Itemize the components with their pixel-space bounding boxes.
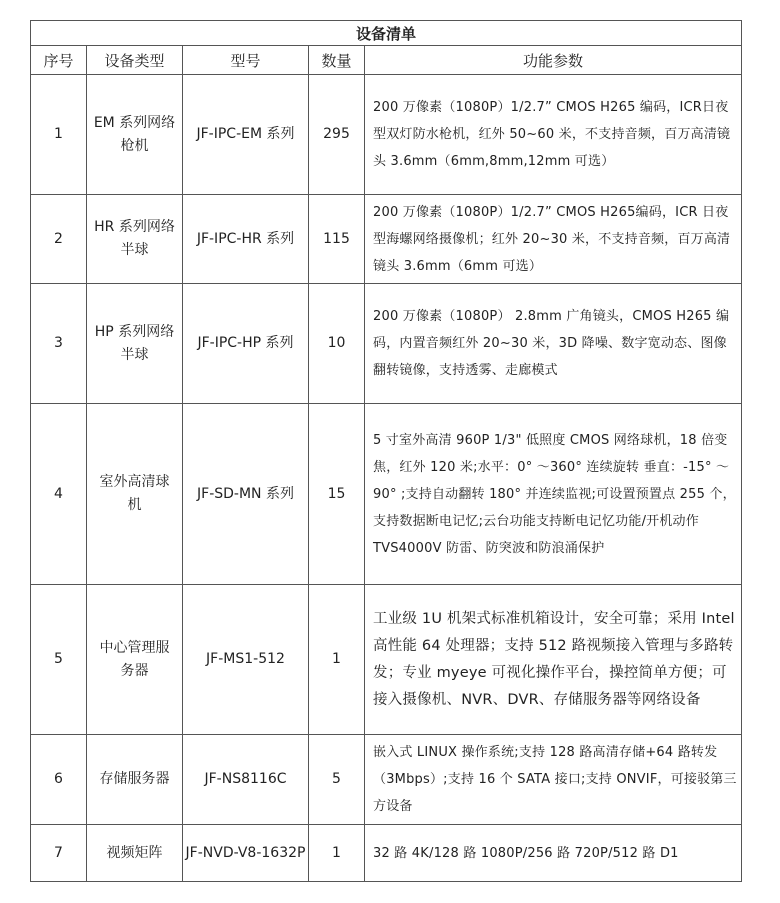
cell-no: 5 — [31, 585, 87, 735]
cell-type — [87, 585, 183, 735]
type-text: 存储服务器 — [99, 771, 170, 787]
cell-model: JF-IPC-EM 系列 — [183, 75, 309, 195]
header-no: 序号 — [31, 46, 87, 75]
cell-qty: 15 — [309, 404, 365, 585]
table-row — [31, 735, 742, 825]
cell-spec: 工业级 1U 机架式标准机箱设计，安全可靠；采用 Intel 高性能 64 处理器；支持 512 路视频接入管理与多路转发；专业 myeye 可视化操作平台，操控简单方便；可接入摄像机、NVR、DVR、存储服务器等网络设备 — [365, 585, 742, 735]
cell-model: JF-SD-MN 系列 — [183, 404, 309, 585]
cell-model: JF-NVD-V8-1632P — [183, 825, 309, 882]
cell-spec: 200 万像素（1080P） 2.8mm 广角镜头，CMOS H265 编码，内置音频红外 20~30 米，3D 降噪、数字宽动态、图像翻转镜像，支持透雾、走廊模式 — [365, 284, 742, 404]
cell-spec: 嵌入式 LINUX 操作系统;支持 128 路高清存储+64 路转发（3Mbps）;支持 16 个 SATA 接口;支持 ONVIF，可接驳第三方设备 — [365, 735, 742, 825]
cell-qty: 115 — [309, 195, 365, 284]
cell-model: JF-IPC-HP 系列 — [183, 284, 309, 404]
table-row — [31, 75, 742, 195]
cell-spec: 5 寸室外高清 960P 1/3" 低照度 CMOS 网络球机，18 倍变焦，红外 120 米;水平：0° ～360° 连续旋转 垂直：-15° ～90° ;支持自动翻转 180° 并连续监视;可设置预置点 255 个，支持数据断电记忆;云台功能支持断电记忆功能/开机动作 TVS4000V 防雷、防突波和防浪涌保护 — [365, 404, 742, 585]
type-text: HR 系列网络半球 — [94, 219, 175, 258]
cell-type — [87, 404, 183, 585]
cell-qty: 1 — [309, 585, 365, 735]
table-row — [31, 825, 742, 882]
cell-spec: 200 万像素（1080P）1/2.7” CMOS H265编码，ICR 日夜型海螺网络摄像机；红外 20~30 米，不支持音频，百万高清镜头 3.6mm（6mm 可选） — [365, 195, 742, 284]
cell-qty: 5 — [309, 735, 365, 825]
header-qty: 数量 — [309, 46, 365, 75]
header-model: 型号 — [183, 46, 309, 75]
cell-type — [87, 75, 183, 195]
cell-spec: 32 路 4K/128 路 1080P/256 路 720P/512 路 D1 — [365, 825, 742, 882]
cell-model: JF-NS8116C — [183, 735, 309, 825]
table-title: 设备清单 — [31, 21, 742, 46]
cell-type — [87, 825, 183, 882]
table-row — [31, 404, 742, 585]
cell-no: 4 — [31, 404, 87, 585]
cell-qty: 1 — [309, 825, 365, 882]
cell-spec: 200 万像素（1080P）1/2.7” CMOS H265 编码，ICR日夜型双灯防水枪机，红外 50~60 米，不支持音频，百万高清镜头 3.6mm（6mm,8mm,12mm 可选） — [365, 75, 742, 195]
cell-model: JF-MS1-512 — [183, 585, 309, 735]
cell-model: JF-IPC-HR 系列 — [183, 195, 309, 284]
type-text: EM 系列网络枪机 — [93, 114, 176, 154]
header-type: 设备类型 — [87, 46, 183, 75]
equipment-list-table — [30, 20, 742, 882]
cell-qty: 295 — [309, 75, 365, 195]
table-row — [31, 195, 742, 284]
cell-no: 6 — [31, 735, 87, 825]
cell-no: 1 — [31, 75, 87, 195]
type-text: 中心管理服务器 — [99, 639, 170, 679]
cell-type — [87, 195, 183, 284]
type-text: 室外高清球机 — [99, 474, 170, 513]
cell-no: 7 — [31, 825, 87, 882]
header-spec: 功能参数 — [365, 46, 742, 75]
header-row — [31, 46, 742, 75]
cell-no: 3 — [31, 284, 87, 404]
table-row — [31, 284, 742, 404]
cell-qty: 10 — [309, 284, 365, 404]
type-text: 视频矩阵 — [106, 844, 163, 861]
type-text: HP 系列网络半球 — [94, 323, 175, 363]
cell-no: 2 — [31, 195, 87, 284]
table-row — [31, 585, 742, 735]
cell-type — [87, 735, 183, 825]
cell-type — [87, 284, 183, 404]
